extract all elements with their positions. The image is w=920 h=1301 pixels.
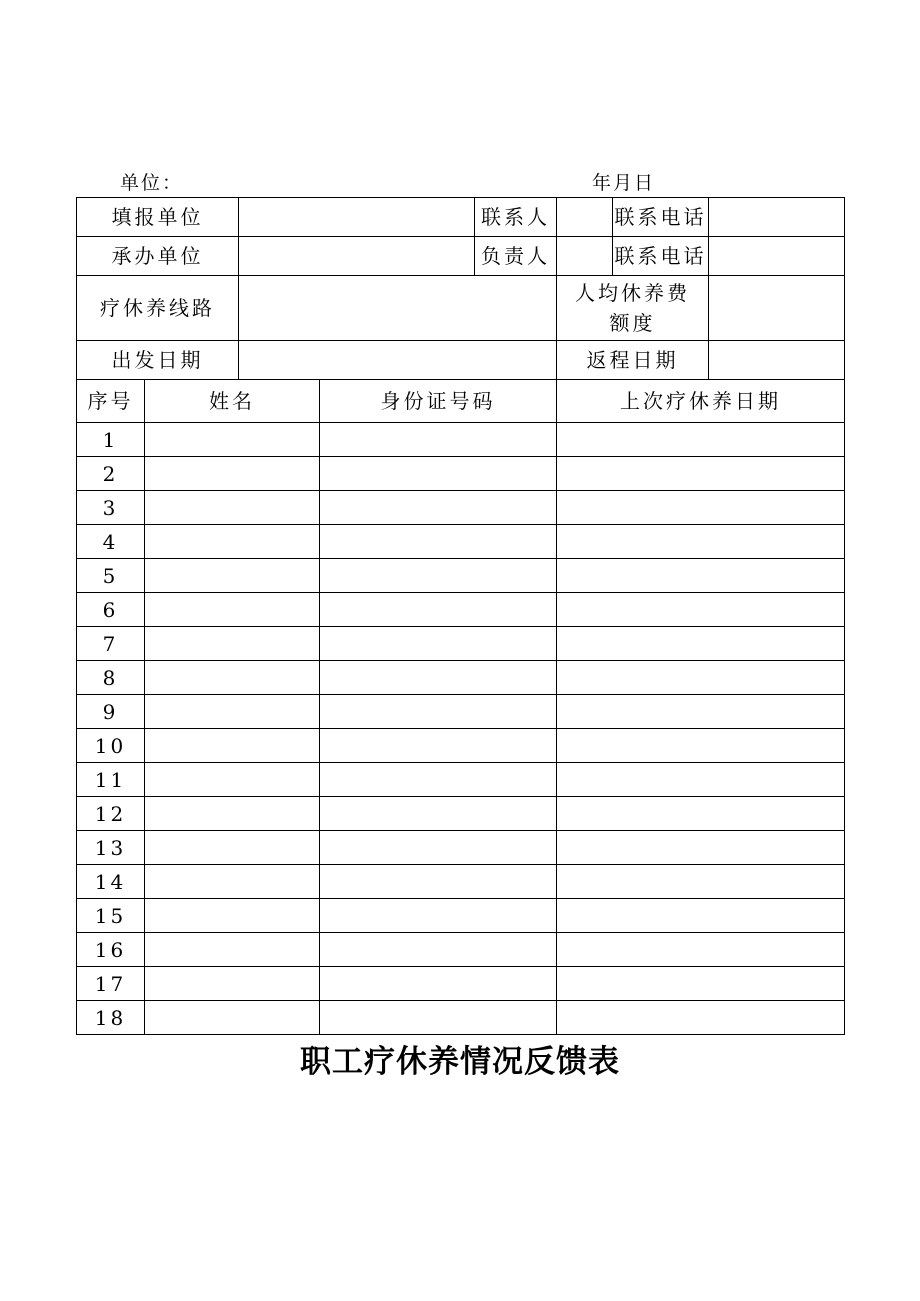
page-title: 职工疗休养情况反馈表 bbox=[300, 1044, 620, 1080]
depart-date-label: 出发日期 bbox=[77, 341, 239, 380]
route-label: 疗休养线路 bbox=[77, 276, 239, 341]
name-cell[interactable] bbox=[145, 423, 320, 457]
row-number: 10 bbox=[77, 729, 145, 763]
contact-phone-label: 联系电话 bbox=[613, 198, 709, 237]
name-cell[interactable] bbox=[145, 797, 320, 831]
last-date-cell[interactable] bbox=[557, 763, 845, 797]
name-cell[interactable] bbox=[145, 899, 320, 933]
row-number: 17 bbox=[77, 967, 145, 1001]
fill-unit-field[interactable] bbox=[239, 198, 475, 237]
name-cell[interactable] bbox=[145, 457, 320, 491]
table-row bbox=[77, 729, 845, 763]
depart-date-field[interactable] bbox=[239, 341, 557, 380]
table-row bbox=[77, 831, 845, 865]
last-date-cell[interactable] bbox=[557, 593, 845, 627]
row-number: 6 bbox=[77, 593, 145, 627]
table-row bbox=[77, 695, 845, 729]
last-date-cell[interactable] bbox=[557, 899, 845, 933]
row-number: 18 bbox=[77, 1001, 145, 1035]
name-cell[interactable] bbox=[145, 729, 320, 763]
table-row bbox=[77, 559, 845, 593]
id-number-cell[interactable] bbox=[320, 559, 557, 593]
table-row bbox=[77, 661, 845, 695]
table-row bbox=[77, 763, 845, 797]
id-number-cell[interactable] bbox=[320, 661, 557, 695]
table-row bbox=[77, 525, 845, 559]
id-number-cell[interactable] bbox=[320, 729, 557, 763]
responsible-field[interactable] bbox=[557, 237, 613, 276]
table-row bbox=[77, 865, 845, 899]
table-row bbox=[77, 797, 845, 831]
fee-label-text: 人均休养费额度 bbox=[575, 281, 690, 335]
last-date-cell[interactable] bbox=[557, 559, 845, 593]
fill-unit-label: 填报单位 bbox=[77, 198, 239, 237]
last-date-cell[interactable] bbox=[557, 491, 845, 525]
last-date-cell[interactable] bbox=[557, 1001, 845, 1035]
id-number-cell[interactable] bbox=[320, 899, 557, 933]
contact-phone-field[interactable] bbox=[709, 198, 845, 237]
table-row bbox=[77, 593, 845, 627]
name-cell[interactable] bbox=[145, 661, 320, 695]
fee-label bbox=[557, 276, 709, 341]
id-number-cell[interactable] bbox=[320, 491, 557, 525]
date-label: 年月日 bbox=[592, 172, 656, 194]
name-cell[interactable] bbox=[145, 559, 320, 593]
last-date-cell[interactable] bbox=[557, 695, 845, 729]
last-date-header: 上次疗休养日期 bbox=[557, 380, 845, 423]
last-date-cell[interactable] bbox=[557, 525, 845, 559]
name-cell[interactable] bbox=[145, 933, 320, 967]
table-row bbox=[77, 899, 845, 933]
data-rows bbox=[77, 423, 845, 1035]
table-row bbox=[77, 933, 845, 967]
id-number-cell[interactable] bbox=[320, 593, 557, 627]
seq-header: 序号 bbox=[77, 380, 145, 423]
id-number-cell[interactable] bbox=[320, 831, 557, 865]
row-number: 14 bbox=[77, 865, 145, 899]
last-date-cell[interactable] bbox=[557, 933, 845, 967]
name-cell[interactable] bbox=[145, 525, 320, 559]
table-row bbox=[77, 967, 845, 1001]
name-cell[interactable] bbox=[145, 763, 320, 797]
row-number: 3 bbox=[77, 491, 145, 525]
last-date-cell[interactable] bbox=[557, 423, 845, 457]
table-row bbox=[77, 627, 845, 661]
id-number-cell[interactable] bbox=[320, 1001, 557, 1035]
last-date-cell[interactable] bbox=[557, 797, 845, 831]
id-number-cell[interactable] bbox=[320, 865, 557, 899]
name-cell[interactable] bbox=[145, 695, 320, 729]
last-date-cell[interactable] bbox=[557, 627, 845, 661]
feedback-form-table bbox=[76, 197, 845, 1035]
id-number-cell[interactable] bbox=[320, 797, 557, 831]
contact-phone-label-2: 联系电话 bbox=[613, 237, 709, 276]
unit-label: 单位： bbox=[120, 172, 184, 194]
fee-field[interactable] bbox=[709, 276, 845, 341]
last-date-cell[interactable] bbox=[557, 865, 845, 899]
id-number-cell[interactable] bbox=[320, 695, 557, 729]
row-number: 12 bbox=[77, 797, 145, 831]
row-number: 16 bbox=[77, 933, 145, 967]
row-number: 4 bbox=[77, 525, 145, 559]
last-date-cell[interactable] bbox=[557, 457, 845, 491]
last-date-cell[interactable] bbox=[557, 661, 845, 695]
name-cell[interactable] bbox=[145, 967, 320, 1001]
id-number-cell[interactable] bbox=[320, 933, 557, 967]
table-row bbox=[77, 491, 845, 525]
name-header: 姓名 bbox=[145, 380, 320, 423]
id-number-cell[interactable] bbox=[320, 457, 557, 491]
id-number-cell[interactable] bbox=[320, 423, 557, 457]
name-cell[interactable] bbox=[145, 865, 320, 899]
return-date-field[interactable] bbox=[709, 341, 845, 380]
id-number-cell[interactable] bbox=[320, 525, 557, 559]
contact-field[interactable] bbox=[557, 198, 613, 237]
table-row bbox=[77, 457, 845, 491]
id-number-cell[interactable] bbox=[320, 763, 557, 797]
row-number: 15 bbox=[77, 899, 145, 933]
host-unit-field[interactable] bbox=[239, 237, 475, 276]
id-number-header: 身份证号码 bbox=[320, 380, 557, 423]
responsible-label: 负责人 bbox=[475, 237, 557, 276]
row-number: 13 bbox=[77, 831, 145, 865]
row-number: 1 bbox=[77, 423, 145, 457]
id-number-cell[interactable] bbox=[320, 627, 557, 661]
table-row bbox=[77, 423, 845, 457]
name-cell[interactable] bbox=[145, 831, 320, 865]
name-cell[interactable] bbox=[145, 1001, 320, 1035]
contact-label: 联系人 bbox=[475, 198, 557, 237]
row-number: 11 bbox=[77, 763, 145, 797]
last-date-cell[interactable] bbox=[557, 729, 845, 763]
return-date-label: 返程日期 bbox=[557, 341, 709, 380]
row-number: 5 bbox=[77, 559, 145, 593]
row-number: 9 bbox=[77, 695, 145, 729]
name-cell[interactable] bbox=[145, 593, 320, 627]
row-number: 8 bbox=[77, 661, 145, 695]
contact-phone-field-2[interactable] bbox=[709, 237, 845, 276]
last-date-cell[interactable] bbox=[557, 967, 845, 1001]
row-number: 2 bbox=[77, 457, 145, 491]
name-cell[interactable] bbox=[145, 627, 320, 661]
name-cell[interactable] bbox=[145, 491, 320, 525]
route-field[interactable] bbox=[239, 276, 557, 341]
row-number: 7 bbox=[77, 627, 145, 661]
host-unit-label: 承办单位 bbox=[77, 237, 239, 276]
table-row bbox=[77, 1001, 845, 1035]
id-number-cell[interactable] bbox=[320, 967, 557, 1001]
last-date-cell[interactable] bbox=[557, 831, 845, 865]
